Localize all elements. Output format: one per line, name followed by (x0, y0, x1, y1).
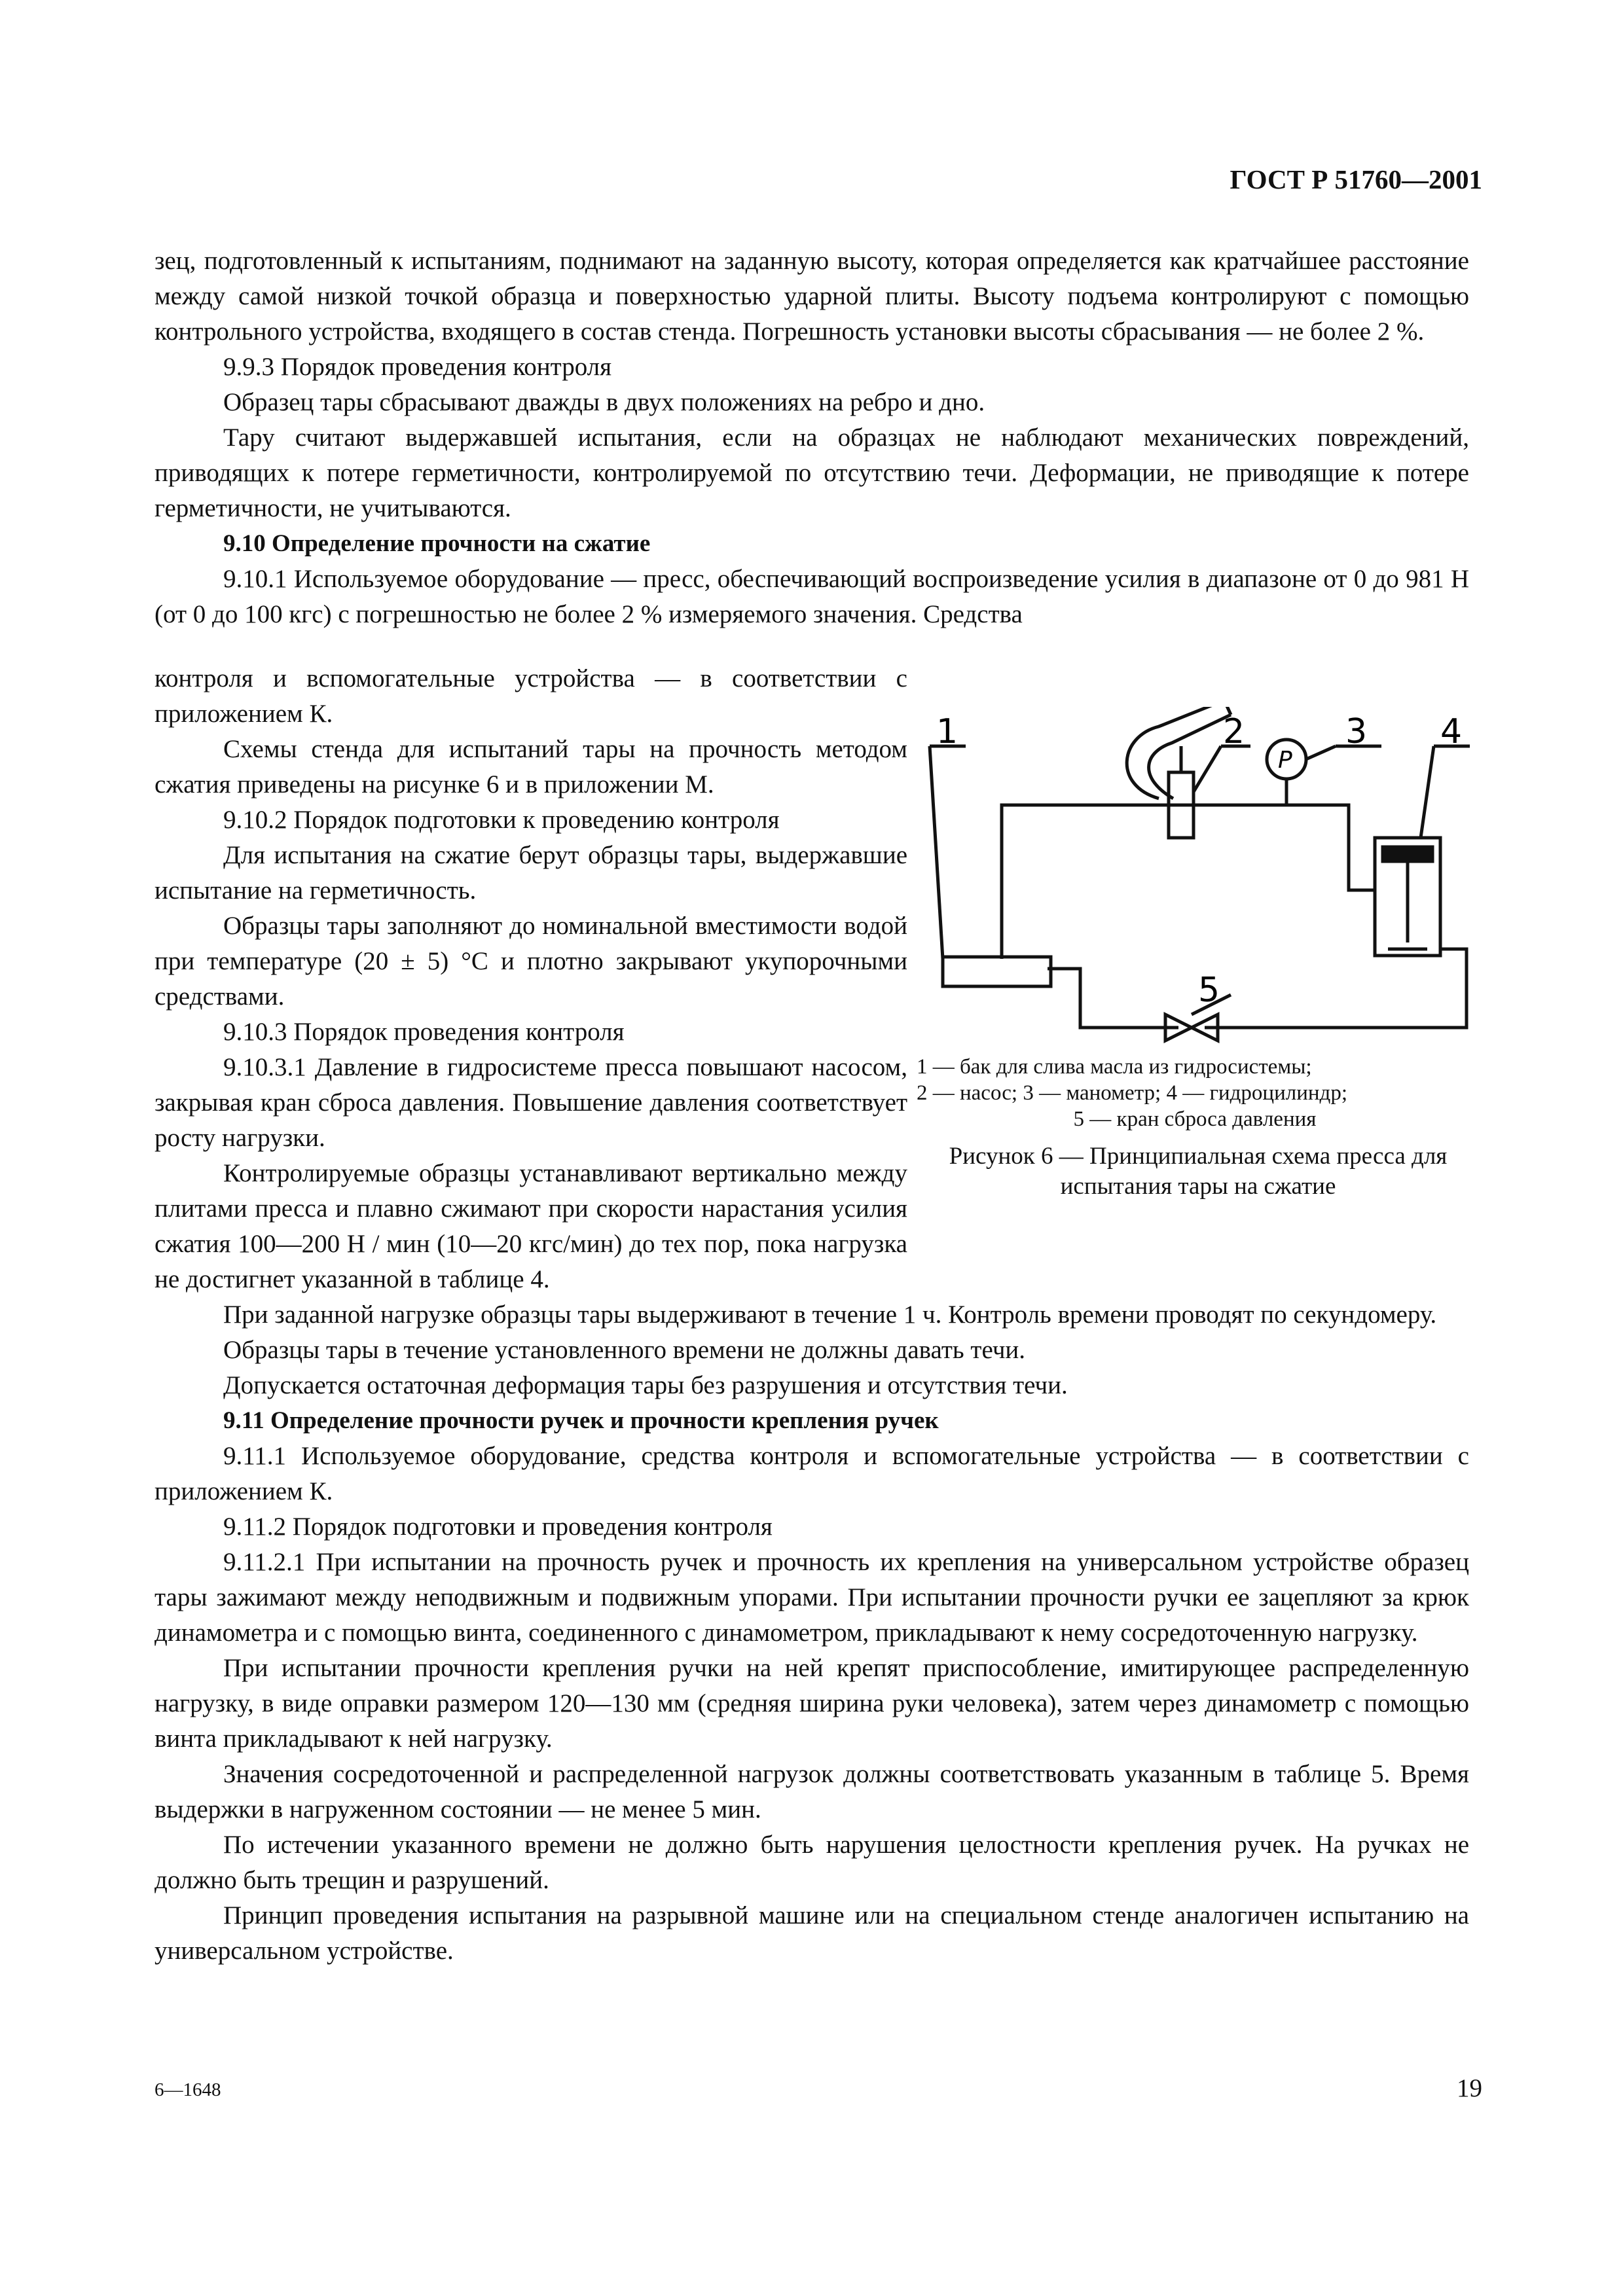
section-heading: 9.10 Определение прочности на сжатие (223, 530, 651, 557)
paragraph: Тару считают выдержавшей испытания, если на образцах не наблюдают механических повреждений, приводящих к потере герметичности, контролируемой по отсутствию течи. Деформации, не приводящие к потере герметичности, не учитываются. (155, 423, 1469, 522)
section-heading: 9.11 Определение прочности ручек и прочности крепления ручек (223, 1407, 939, 1434)
paragraph: Допускается остаточная деформация тары без разрушения и отсутствия течи. (223, 1371, 1068, 1399)
line-pump-to-cylinder (1178, 805, 1375, 890)
legend-line: 1 — бак для слива масла из гидросистемы; (917, 1055, 1312, 1079)
tank-icon (943, 957, 1051, 986)
leader-3 (1306, 746, 1336, 759)
paragraph: 9.10.3.1 Давление в гидросистеме пресса повышают насосом, закрывая кран сброса давления. Повышение давления соответствует росту нагрузки. (155, 1053, 907, 1152)
section-heading: 9.10.2 Порядок подготовки к проведению контроля (223, 806, 780, 834)
line-valve-to-cylinder (1205, 949, 1467, 1028)
line-tank-to-pump (1002, 805, 1178, 959)
top-text-block (155, 243, 1469, 632)
figure-legend (917, 1054, 1473, 1132)
paragraph: Для испытания на сжатие берут образцы тары, выдержавшие испытание на герметичность. (155, 841, 907, 905)
section-heading: 9.9.3 Порядок проведения контроля (223, 353, 612, 381)
figure-label-2: 2 (1223, 712, 1245, 751)
leader-4 (1421, 746, 1434, 838)
bottom-text-block (155, 1297, 1469, 1969)
paragraph: 9.10.1 Используемое оборудование — пресс, обеспечивающий воспроизведение усилия в диапазоне от 0 до 981 Н (от 0 до 100 кгс) с погрешностью не более 2 % измеряемого значения. Средства (155, 565, 1469, 628)
page-number: 19 (1457, 2074, 1482, 2102)
paragraph: зец, подготовленный к испытаниям, поднимают на заданную высоту, которая определяется как кратчайшее расстояние между самой низкой точкой образца и поверхностью ударной плиты. Высоту подъема контролируют с помощью контрольного устройства, входящего в состав стенда. Погрешность установки высоты сбрасывания — не более 2 %. (155, 247, 1469, 346)
paragraph: Значения сосредоточенной и распределенной нагрузок должны соответствовать указанным в таблице 5. Время выдержки в нагруженном состоянии — не менее 5 мин. (155, 1760, 1469, 1823)
gauge-symbol: P (1278, 747, 1292, 774)
legend-line: 5 — кран сброса давления (1073, 1107, 1317, 1131)
paragraph: Контролируемые образцы устанавливают вертикально между плитами пресса и плавно сжимают при скорости нарастания усилия сжатия 100—200 Н / мин (10—20 кгс/мин) до тех пор, пока нагрузка не достигнет указанной в таблице 4. (155, 1159, 907, 1293)
paragraph: Образец тары сбрасывают дважды в двух положениях на ребро и дно. (223, 388, 985, 416)
paragraph: контроля и вспомогательные устройства — в соответствии с приложением К. (155, 664, 907, 728)
paragraph: Принцип проведения испытания на разрывной машине или на специальном стенде аналогичен испытанию на универсальном устройстве. (155, 1901, 1469, 1965)
figure-label-4: 4 (1440, 712, 1463, 751)
leader-2 (1194, 746, 1221, 792)
section-heading: 9.11.2 Порядок подготовки и проведения контроля (223, 1513, 773, 1541)
leader-1 (930, 746, 943, 959)
paragraph: Схемы стенда для испытаний тары на прочность методом сжатия приведены на рисунке 6 и в приложении М. (155, 735, 907, 798)
paragraph: Образцы тары в течение установленного времени не должны давать течи. (223, 1336, 1026, 1364)
press-schematic-svg (917, 707, 1480, 1047)
paragraph: При заданной нагрузке образцы тары выдерживают в течение 1 ч. Контроль времени проводят по секундомеру. (223, 1300, 1437, 1329)
line-tank-to-valve (1048, 969, 1178, 1028)
paragraph: 9.11.1 Используемое оборудование, средства контроля и вспомогательные устройства — в соответствии с приложением К. (155, 1442, 1469, 1505)
figure-label-3: 3 (1345, 712, 1368, 751)
pump-handle-icon (1127, 707, 1224, 798)
print-code: 6—1648 (155, 2079, 221, 2100)
paragraph: 9.11.2.1 При испытании на прочность ручек и прочность их крепления на универсальном устройстве образец тары зажимают между неподвижным и подвижным упорами. При испытании прочности ручки ее зацепляют за крюк динамометра и с помощью винта, соединенного с динамометром, прикладывают к нему сосредоточенную нагрузку. (155, 1548, 1469, 1647)
paragraph: При испытании прочности крепления ручки на ней крепят приспособление, имитирующее распределенную нагрузку, в виде оправки размером 120—130 мм (средняя ширина руки человека), затем через динамометр с помощью винта прикладывают к ней нагрузку. (155, 1654, 1469, 1753)
paragraph: По истечении указанного времени не должно быть нарушения целостности крепления ручек. На ручках не должно быть трещин и разрушений. (155, 1831, 1469, 1894)
section-heading: 9.10.3 Порядок проведения контроля (223, 1018, 625, 1046)
column-text-block (155, 661, 907, 1297)
figure-label-5: 5 (1198, 971, 1220, 1010)
figure-label-1: 1 (936, 712, 958, 751)
paragraph: Образцы тары заполняют до номинальной вместимости водой при температуре (20 ± 5) °С и плотно закрывают укупорочными средствами. (155, 912, 907, 1011)
legend-line: 2 — насос; 3 — манометр; 4 — гидроцилиндр; (917, 1081, 1348, 1105)
figure-caption: Рисунок 6 — Принципиальная схема пресса для испытания тары на сжатие (949, 1143, 1448, 1200)
document-id: ГОСТ Р 51760—2001 (1230, 164, 1482, 194)
